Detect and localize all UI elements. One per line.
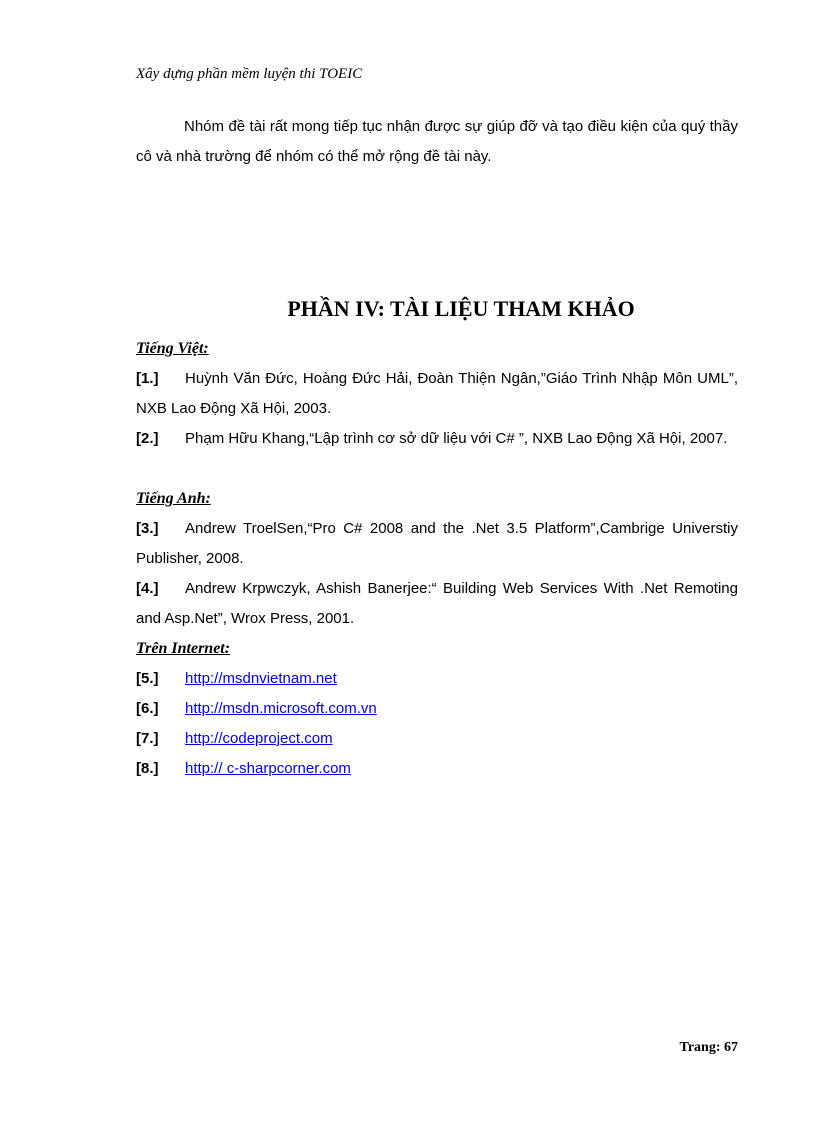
section-heading-english: Tiếng Anh: [136,490,211,507]
page-title: PHẦN IV: TÀI LIỆU THAM KHẢO [287,296,635,321]
reference-link[interactable]: http://msdnvietnam.net [185,670,337,687]
reference-item [136,664,738,694]
reference-number: [3.] [136,520,159,537]
running-header: Xây dựng phần mềm luyện thi TOEIC [136,66,363,82]
reference-item [136,694,738,724]
reference-item [136,364,738,424]
reference-number: [2.] [136,430,159,447]
reference-text: Huỳnh Văn Đức, Hoàng Đức Hải, Đoàn Thiện Ngân,”Giáo Trình Nhập Môn UML”, NXB Lao Động Xã Hội, 2003. [136,370,738,417]
reference-link[interactable]: http://msdn.microsoft.com.vn [185,700,377,717]
reference-text: Andrew Krpwczyk, Ashish Banerjee:“ Building Web Services With .Net Remoting and Asp.Net”, Wrox Press, 2001. [136,580,738,627]
intro-text: Nhóm đề tài rất mong tiếp tục nhận được sự giúp đỡ và tạo điều kiện của quý thầy cô và nhà trường để nhóm có thể mở rộng đề tài này. [136,118,738,165]
reference-item [136,574,738,634]
reference-number: [4.] [136,580,159,597]
reference-number: [6.] [136,700,159,717]
reference-link[interactable]: http://codeproject.com [185,730,333,747]
reference-text: Andrew TroelSen,“Pro C# 2008 and the .Net 3.5 Platform”,Cambrige Universtiy Publisher, 2008. [136,520,738,567]
intro-paragraph [136,112,738,172]
section-heading-internet: Trên Internet: [136,640,231,657]
page-number: Trang: 67 [679,1040,738,1055]
reference-link[interactable]: http:// c-sharpcorner.com [185,760,351,777]
section-heading-vietnamese: Tiếng Việt: [136,340,209,357]
reference-item [136,514,738,574]
reference-item [136,754,738,784]
reference-number: [8.] [136,760,159,777]
reference-number: [5.] [136,670,159,687]
reference-text: Phạm Hữu Khang,“Lập trình cơ sở dữ liệu với C# ”, NXB Lao Động Xã Hội, 2007. [185,430,728,447]
reference-item [136,424,738,454]
reference-number: [7.] [136,730,159,747]
reference-item [136,724,738,754]
reference-number: [1.] [136,370,159,387]
